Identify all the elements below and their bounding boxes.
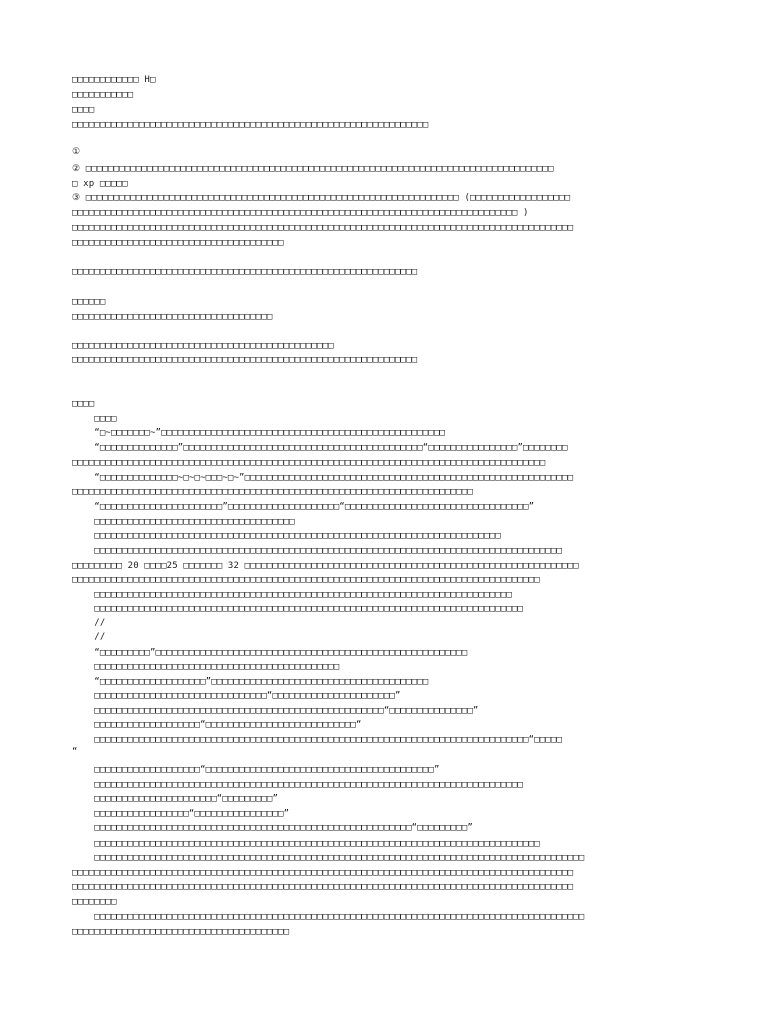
text-line: “□□□□□□□□□□□□□□”□□□□□□□□□□□□□□□□□□□□□□□□□□□□□□□□□□□□□□□□□□□“□□□□□□□□□□□□□□□□”□□□□□□□□ bbox=[72, 443, 568, 453]
text-line: □□□□□□□□□□□□□□□□□□□□□□□□□□□□□□□□□□□□□□□□□□□□□□□□□□□□□□□□□□□□□□□□□□□□□□□□□□□ bbox=[72, 590, 512, 600]
text-line: □□□□□□□□□□□□□□□□□□□□□□□□□□□□□□□□□□□□□□□□□□□□□□□□□□□□□□□□□□□□□□□□□□□□□□□□□□□□□□“□□□□□ bbox=[72, 735, 563, 745]
text-line: ① bbox=[72, 147, 81, 157]
text-line: □□□□□□□□□□□□□□□□□□□□□□□□□□□□□□□□□□□□□□□□□□□□□□□□□□□□□□□□□□□□□□ bbox=[72, 355, 418, 365]
text-line: ③ □□□□□□□□□□□□□□□□□□□□□□□□□□□□□□□□□□□□□□□□□□□□□□□□□□□□□□□□□□□□□□□□□□□ (□□□□□□□□□□□□□□□□□□ bbox=[72, 193, 571, 203]
text-line: □□□□□□□□□□□□□□□□□□□“□□□□□□□□□□□□□□□□□□□□□□□□□□□“ bbox=[72, 720, 362, 730]
text-line: □□□□□□□□□□□□□□□□□□□□□□□□□□□□□□□□□□□□□□□□□□□□□□□□□□□□□□□□□□□□□□□□□□□□□□□□□ bbox=[72, 531, 501, 541]
text-line: □□□□□□□□□□□□□□□□□□□□□□“□□□□□□□□□” bbox=[72, 794, 279, 804]
text-line: “□□□□□□□□□□□□□□~□~□~□□□~□~”□□□□□□□□□□□□□□□□□□□□□□□□□□□□□□□□□□□□□□□□□□□□□□□□□□□□□□□□□□□ bbox=[72, 473, 574, 483]
text-line: □□□□□□□□□□□□□□□□□□□□□□□□□□□□□□□□□□□□□□□□□□□□□□□□□□□□□□□□□□□□□□□□ bbox=[72, 120, 429, 130]
text-line: □□□□□□□□□□□□□□□□□□□□□□□□□□□□□□□□□□□□□□□□□□□□□□□□□□□□□□□□□□□□□□□□□□□□□□□□□□□□□□□□□□□□□□□□ bbox=[72, 853, 585, 863]
text-line: □□□□□□□□ bbox=[72, 897, 117, 907]
text-line: “□~□□□□□□□~”□□□□□□□□□□□□□□□□□□□□□□□□□□□□□□□□□□□□□□□□□□□□□□□□□□□ bbox=[72, 428, 446, 438]
text-line: □□□□□□□□□□□□□□□□□□□□□□□□□□□□□□□□□□□□□□□□□□□□□□□ bbox=[72, 341, 334, 351]
text-line: □□□□□□□□□□□□□□□□□□□□□□□□□□□□□□□□□□□□□□□□□□□□□□□□□□□□□□□□□“□□□□□□□□□” bbox=[72, 823, 473, 833]
text-line: □□□□□□□□□□□□□□□□□□□□□□□□□□□□□□□□□□□□□□□□□□□□ bbox=[72, 662, 340, 672]
text-line: □□□□□□□□□□□□□□□□□□□□□□□□□□□□□□□□□□□□□□□□□□□□□□□□□□□□□□□□□□□□□□□□□□□□□□□□□□□□□□□□□□□□□□□□ bbox=[72, 912, 585, 922]
text-line: □□□□ bbox=[72, 105, 95, 115]
text-line: □□□□□□□□□□□□□□□□□□□□□□□□□□□□□□□“□□□□□□□□□□□□□□□□□□□□□□” bbox=[72, 691, 401, 701]
text-line: □□□□□□□□□□□□□□□□□□□□□□□□□□□□□□□□□□□□ bbox=[72, 517, 295, 527]
text-line: □□□□□□□□□□□□□□□□□□□□□□□□□□□□□□□□□□□□□□□□□□□□□□□□□□□□□□□□□□□□□□ bbox=[72, 267, 418, 277]
text-line: □□□□□□□□□□□□□□□□□□□□□□□□□□□□□□□□□□□□□□□□□□□□□□□□□□□□□□□□□□□□□□□□□□□□□□□□□□□□□ bbox=[72, 780, 524, 790]
text-line: □□□□□□□□□□□□□□□□□□□□□□□□□□□□□□□□□□□□□□□□□□□□□□□□□□□□□□□□□□□□□□□□□□□□□□□□□□□□□ bbox=[72, 604, 524, 614]
text-line: □□□□□□□□□□□□□□□□□□□□□□□□□□□□□□□□□□□□□□ bbox=[72, 238, 284, 248]
text-line: □□□□□□□□□□□□□□□□□□□□□□□□□□□□□□□□□□□□□□□□□□□□□□□□□□□□“□□□□□□□□□□□□□□□” bbox=[72, 706, 479, 716]
text-line: □□□□□□□□□□□□□□□□□□□□□□□□□□□□□□□□□□□□□□□□□□□□□□□□□□□□□□□□□□□□□□□□□□□□□□□□□□□□□□□□□□□□ bbox=[72, 546, 563, 556]
text-line: “□□□□□□□□□□□□□□□□□□□”□□□□□□□□□□□□□□□□□□□□□□□□□□□□□□□□□□□□□□□ bbox=[72, 677, 429, 687]
text-line: ② □□□□□□□□□□□□□□□□□□□□□□□□□□□□□□□□□□□□□□□□□□□□□□□□□□□□□□□□□□□□□□□□□□□□□□□□□□□□□□□□□□□□ bbox=[72, 164, 554, 174]
text-line: “□□□□□□□□□”□□□□□□□□□□□□□□□□□□□□□□□□□□□□□□□□□□□□□□□□□□□□□□□□□□□□□□□□ bbox=[72, 648, 468, 658]
text-line: □□□□□□□□□□□□□□□□□□□□□□□□□□□□□□□□□□□□□□□□□□□□□□□□□□□□□□□□□□□□□□□□□□□□□□□□□□□□□□□□□□□□□□□□□□ bbox=[72, 223, 574, 233]
text-line: // bbox=[72, 632, 106, 642]
text-line: □□□□□□ bbox=[72, 297, 106, 307]
text-line: □□□□□□□□□□□□ H□ bbox=[72, 75, 156, 85]
text-line: □□□□□□□□□□□□□□□□□□□□□□□□□□□□□□□□□□□□□□□□□□□□□□□□□□□□□□□□□□□□□□□□□□□□□□□□□□□□□□□□□□□□□□□□□□ bbox=[72, 882, 574, 892]
text-line: □□□□□□□□□□□ bbox=[72, 90, 134, 100]
text-line: □□□□□□□□□□□□□□□□□□□□□□□□□□□□□□□□□□□□□□□□□□□□□□□□□□□□□□□□□□□□□□□□□□□□□□□□□□□□□□□□ ) bbox=[72, 208, 529, 218]
text-line: □□□□□□□□□□□□□□□□□□□□□□□□□□□□□□□□□□□□□□□□□□□□□□□□□□□□□□□□□□□□□□□□□□□□□□□□□□□□□□□□ bbox=[72, 839, 540, 849]
text-line: □ xp □□□□□ bbox=[72, 179, 128, 189]
text-line: □□□□□□□□□□□□□□□□□□□□□□□□□□□□□□□□□□□□□□□ bbox=[72, 927, 290, 937]
text-line: □□□□□□□□□ 20 □□□□25 □□□□□□□ 32 □□□□□□□□□□□□□□□□□□□□□□□□□□□□□□□□□□□□□□□□□□□□□□□□□□□□□□□□□□□□ bbox=[72, 561, 579, 571]
text-line: □□□□□□□□□□□□□□□□□□□“□□□□□□□□□□□□□□□□□□□□□□□□□□□□□□□□□□□□□□□□□” bbox=[72, 765, 440, 775]
text-line: □□□□□□□□□□□□□□□□□□□□□□□□□□□□□□□□□□□□□□□□□□□□□□□□□□□□□□□□□□□□□□□□□□□□□□□□□□□□□□□□□□□□□□□□□□ bbox=[72, 868, 574, 878]
text-line: □□□□□□□□□□□□□□□□□□□□□□□□□□□□□□□□□□□□□□□□□□□□□□□□□□□□□□□□□□□□□□□□□□□□□□□□ bbox=[72, 487, 473, 497]
text-line: “□□□□□□□□□□□□□□□□□□□□□□”□□□□□□□□□□□□□□□□□□□□“□□□□□□□□□□□□□□□□□□□□□□□□□□□□□□□□□” bbox=[72, 502, 535, 512]
text-line: // bbox=[72, 618, 106, 628]
text-line: □□□□□□□□□□□□□□□□□□□□□□□□□□□□□□□□□□□□□□□□□□□□□□□□□□□□□□□□□□□□□□□□□□□□□□□□□□□□□□□□□□□□ bbox=[72, 575, 540, 585]
text-line: “ bbox=[72, 747, 78, 757]
text-line: □□□□ bbox=[72, 399, 95, 409]
text-line: □□□□ bbox=[72, 414, 117, 424]
text-line: □□□□□□□□□□□□□□□□□“□□□□□□□□□□□□□□□□” bbox=[72, 809, 290, 819]
text-line: □□□□□□□□□□□□□□□□□□□□□□□□□□□□□□□□□□□□□□□□□□□□□□□□□□□□□□□□□□□□□□□□□□□□□□□□□□□□□□□□□□□□□ bbox=[72, 458, 546, 468]
text-line: □□□□□□□□□□□□□□□□□□□□□□□□□□□□□□□□□□□□ bbox=[72, 312, 273, 322]
